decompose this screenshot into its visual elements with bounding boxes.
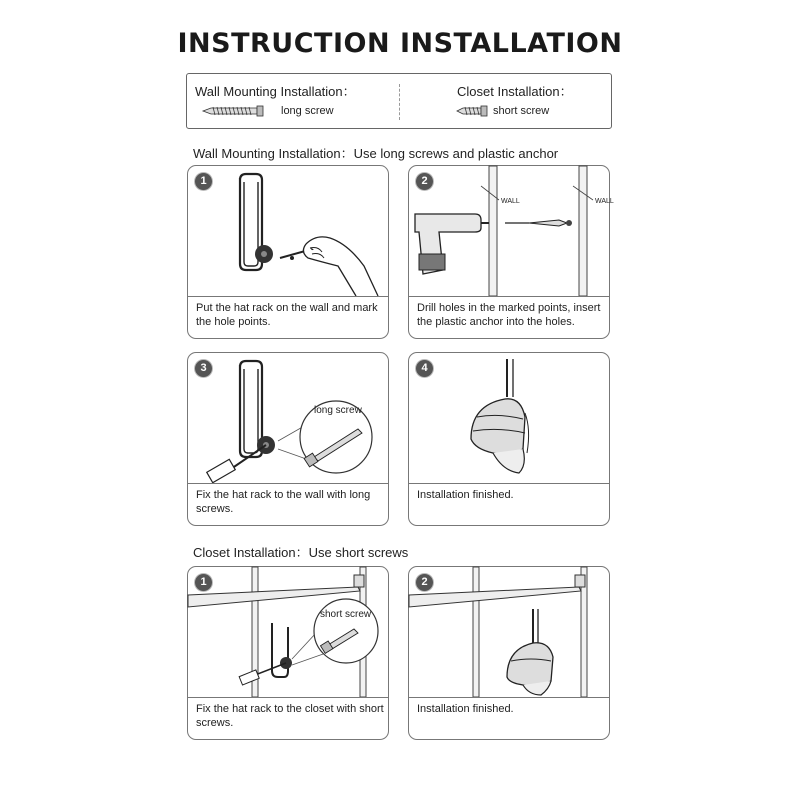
caption-divider [188,483,388,484]
caption-divider [188,697,388,698]
caption-divider [409,483,609,484]
wall-step-4-illustration [409,353,609,483]
step-number-badge: 2 [416,574,433,591]
closet-step-1-illustration [188,567,388,697]
long-screw-callout: long screw [314,405,362,416]
screw-legend [186,73,612,129]
closet-step-2-panel [408,566,610,740]
caption-divider [188,296,388,297]
step-number-badge: 1 [195,574,212,591]
wall-step-1-panel [187,165,389,339]
wall-step-4-caption: Installation finished. [417,489,514,501]
wall-step-3-illustration [188,353,388,483]
closet-section-heading: Closet Installation：Use short screws [193,545,409,560]
step-number-badge: 4 [416,360,433,377]
wall-step-2-caption: Drill holes in the marked points, insert the plastic anchor into the holes. [417,302,601,328]
wall-step-1-caption: Put the hat rack on the wall and mark the hole points. [196,302,378,328]
closet-step-2-caption: Installation finished. [417,703,514,715]
wall-step-1-illustration [188,166,388,296]
wall-section-heading: Wall Mounting Installation：Use long screws and plastic anchor [193,146,559,161]
step-number-badge: 1 [195,173,212,190]
wall-step-3-panel [187,352,389,526]
legend-closet [401,74,613,128]
legend-closet-heading: Closet Installation： [457,84,573,99]
closet-step-1-panel [187,566,389,740]
step-number-badge: 2 [416,173,433,190]
caption-divider [409,697,609,698]
closet-step-2-illustration [409,567,609,697]
step-number-badge: 3 [195,360,212,377]
wall-label: WALL [501,198,520,205]
wall-step-2-panel [408,165,614,339]
long-screw-icon [201,106,267,116]
caption-divider [409,296,609,297]
wall-step-3-caption: Fix the hat rack to the wall with long screws. [196,489,371,515]
legend-wall [187,74,399,128]
wall-label: WALL [595,198,614,205]
legend-closet-screw-label: short screw [493,105,550,117]
legend-divider [399,84,400,120]
closet-step-1-caption: Fix the hat rack to the closet with short screws. [196,703,384,729]
short-screw-callout: short screw [320,609,372,620]
page-title: INSTRUCTION INSTALLATION [177,28,623,59]
legend-wall-screw-label: long screw [281,105,334,117]
wall-step-4-panel [408,352,610,526]
legend-wall-heading: Wall Mounting Installation： [195,84,356,99]
wall-step-2-illustration [409,166,614,296]
short-screw-icon [455,106,489,116]
